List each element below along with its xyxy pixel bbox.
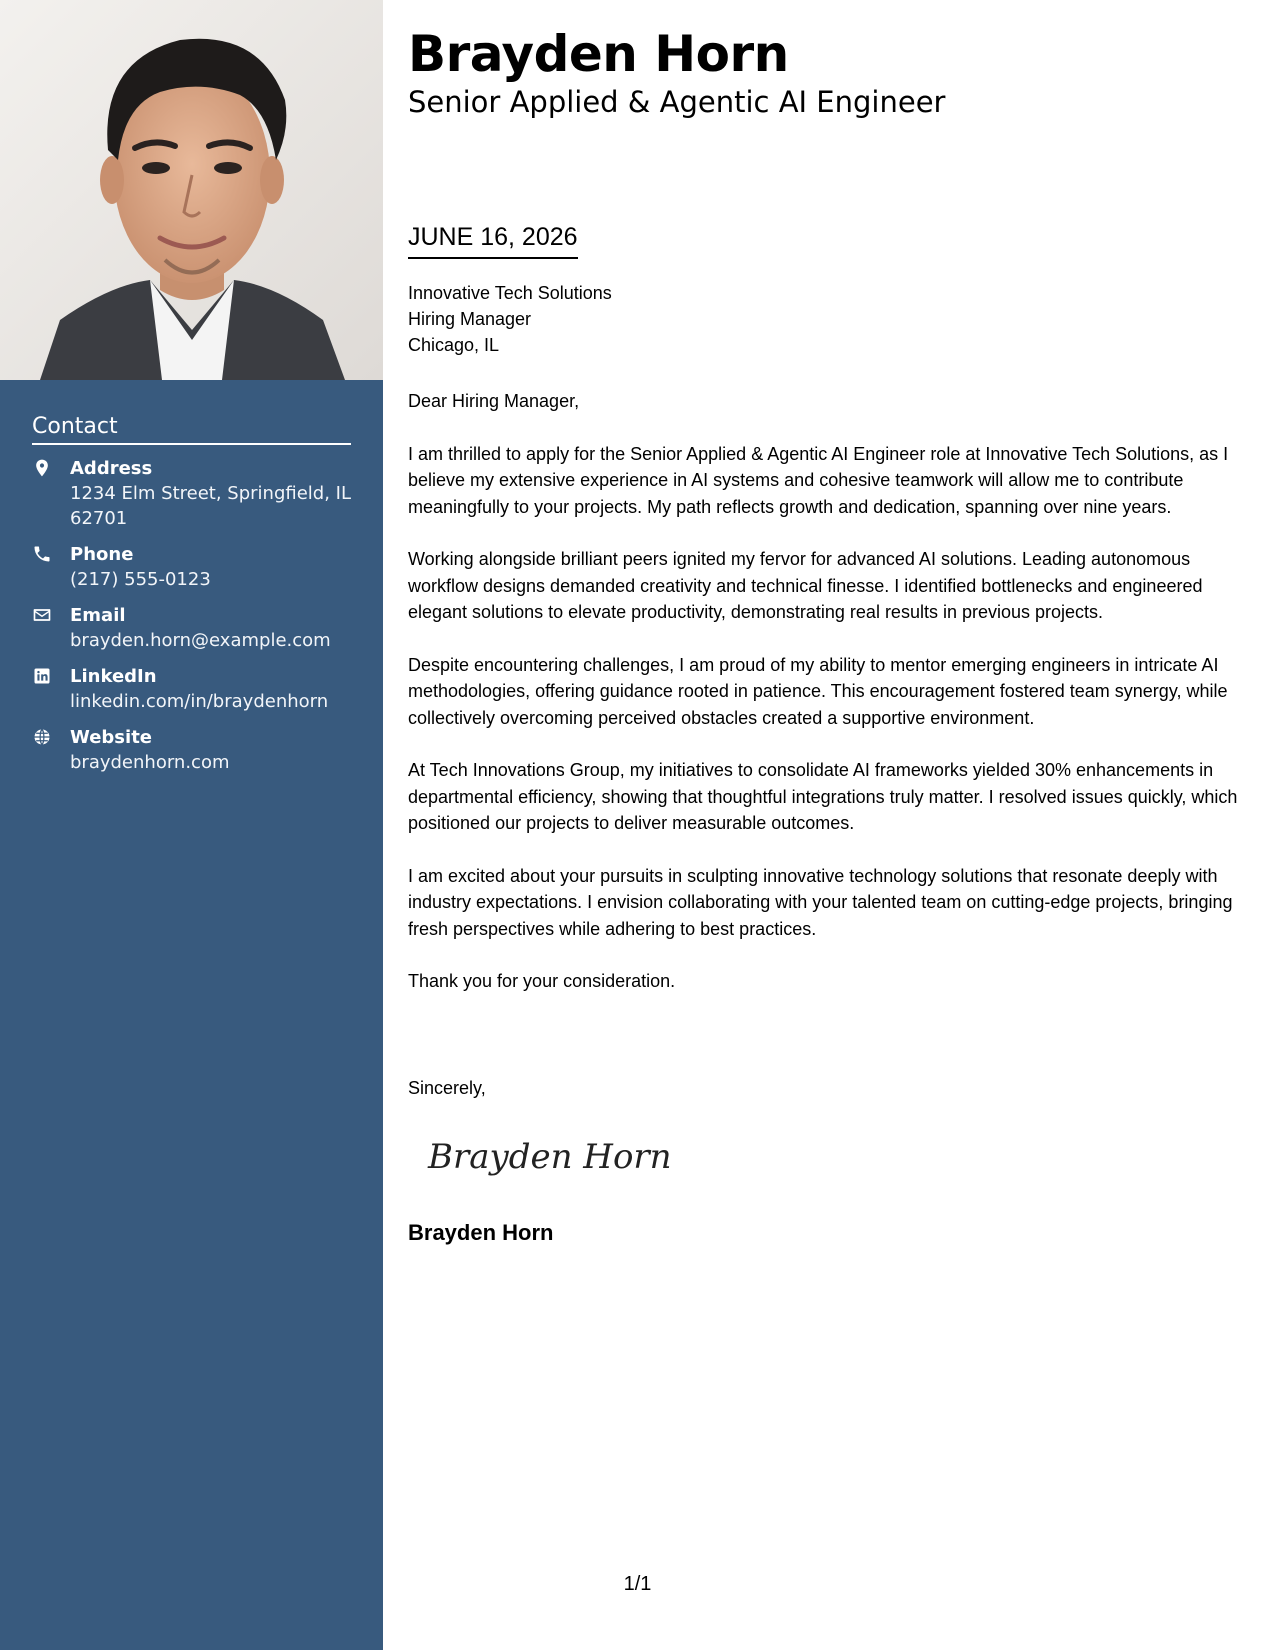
- letter-paragraph: Despite encountering challenges, I am proud of my ability to mentor emerging engineers in intricate AI methodologies, offering guidance rooted in patience. This encouragement fostered team synergy, while collectively overcoming perceived obstacles created a supportive environment.: [408, 654, 1228, 728]
- globe-icon: [32, 727, 56, 751]
- recipient-title: Hiring Manager: [408, 309, 532, 329]
- contact-value: 1234 Elm Street, Springfield, IL 62701: [70, 483, 352, 529]
- page-number: 1/1: [623, 1573, 652, 1595]
- contact-value: braydenhorn.com: [70, 752, 230, 773]
- linkedin-icon: [32, 666, 56, 690]
- contact-value: (217) 555-0123: [70, 569, 211, 590]
- envelope-icon: [32, 605, 56, 629]
- contact-label: Website: [70, 727, 153, 748]
- contact-title: Contact: [32, 414, 118, 439]
- salutation: Dear Hiring Manager,: [408, 391, 580, 411]
- letter-paragraph: I am excited about your pursuits in sculpting innovative technology solutions that resonate deeply with industry expectations. I envision collaborating with your talented team on cutting-edge projects, bringing fresh perspectives while adhering to best practices.: [408, 865, 1233, 939]
- header: [408, 20, 1253, 120]
- recipient-location: Chicago, IL: [408, 335, 500, 355]
- closing: Sincerely,: [408, 1078, 486, 1098]
- handwritten-signature: [424, 1126, 674, 1186]
- letter-paragraph: Thank you for your consideration.: [408, 971, 676, 991]
- letter-date: JUNE 16, 2026: [408, 220, 578, 259]
- signed-name: Brayden Horn: [408, 1220, 554, 1245]
- job-title: Senior Applied & Agentic AI Engineer: [408, 85, 946, 119]
- recipient-company: Innovative Tech Solutions: [408, 283, 612, 303]
- letter-paragraph: Working alongside brilliant peers ignited my fervor for advanced AI solutions. Leading autonomous workflow designs demanded creativity and technical finesse. I identified bottlenecks and engineered elegant solutions to elevate productivity, demonstrating real results in previous projects.: [408, 549, 1203, 622]
- contact-label: Phone: [70, 544, 134, 565]
- contact-label: LinkedIn: [70, 666, 157, 687]
- letter-paragraph: At Tech Innovations Group, my initiatives to consolidate AI frameworks yielded 30% enhancements in departmental efficiency, showing that thoughtful integrations truly matter. I resolved issues quickly, which positioned our projects to deliver measurable outcomes.: [408, 760, 1238, 833]
- sidebar: [0, 0, 383, 1650]
- profile-photo: [0, 0, 383, 380]
- letter-body: [408, 388, 1253, 1021]
- contact-item-email: [32, 604, 351, 653]
- letter-paragraph: I am thrilled to apply for the Senior Applied & Agentic AI Engineer role at Innovative Tech Solutions, as I believe my extensive experience in AI systems and cohesive teamwork will allow me to contribute meaningfully to your projects. My path reflects growth and dedication, spanning over nine years.: [408, 443, 1229, 517]
- contact-item-address: [32, 457, 351, 531]
- svg-text:Brayden Horn: Brayden Horn: [428, 1137, 672, 1177]
- applicant-name: Brayden Horn: [408, 25, 789, 83]
- contact-item-linkedin: [32, 665, 351, 714]
- contact-divider: [32, 443, 351, 445]
- contact-section: [32, 412, 351, 787]
- date-block: [408, 220, 578, 259]
- contact-item-phone: [32, 543, 351, 592]
- contact-value: brayden.horn@example.com: [70, 630, 331, 651]
- contact-label: Address: [70, 458, 153, 479]
- contact-item-website: [32, 726, 351, 775]
- contact-label: Email: [70, 605, 126, 626]
- contact-value: linkedin.com/in/braydenhorn: [70, 691, 329, 712]
- recipient-block: [408, 280, 612, 358]
- location-pin-icon: [32, 458, 56, 482]
- phone-icon: [32, 544, 56, 568]
